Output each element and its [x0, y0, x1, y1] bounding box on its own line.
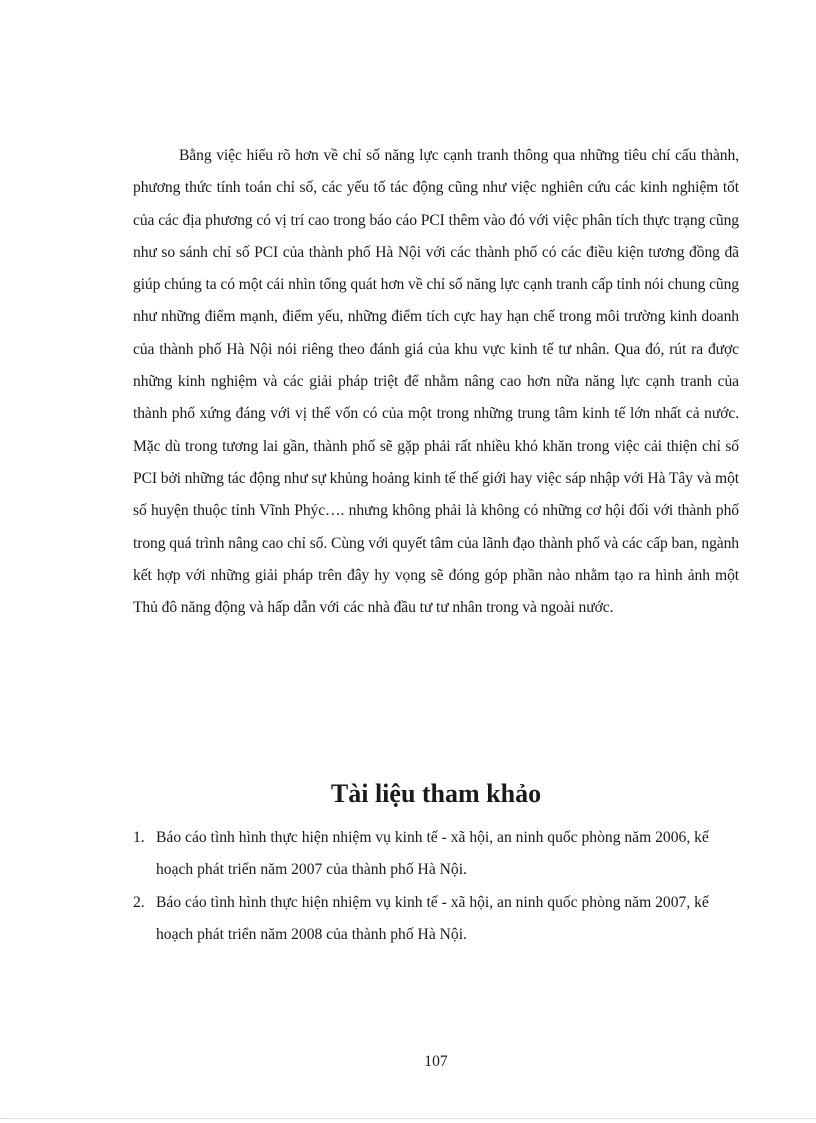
- page-bottom-divider: [0, 1118, 816, 1119]
- conclusion-paragraph: Bằng việc hiểu rõ hơn về chỉ số năng lực cạnh tranh thông qua những tiêu chí cấu thành, phương thức tính toán chỉ số, các yếu tố tác động cũng như việc nghiên cứu các kinh nghiệm tốt của các địa phương có vị trí cao trong báo cáo PCI thêm vào đó với việc phân tích thực trạng cũng như so sánh chỉ số PCI của thành phố Hà Nội với các thành phố có các điều kiện tương đồng đã giúp chúng ta có một cái nhìn tổng quát hơn về chỉ số năng lực cạnh tranh cấp tỉnh nói chung cũng như những điểm mạnh, điểm yếu, những điểm tích cực hay hạn chế trong môi trường kinh doanh của thành phố Hà Nội nói riêng theo đánh giá của khu vực kinh tế tư nhân. Qua đó, rút ra được những kinh nghiệm và các giải pháp triệt để nhằm nâng cao hơn nữa năng lực cạnh tranh của thành phố xứng đáng với vị thế vốn có của một trong những trung tâm kinh tế lớn nhất cả nước. Mặc dù trong tương lai gần, thành phố sẽ gặp phải rất nhiều khó khăn trong việc cải thiện chỉ số PCI bởi những tác động như sự khủng hoảng kinh tế thế giới hay việc sáp nhập với Hà Tây và một số huyện thuộc tỉnh Vĩnh Phýc…. nhưng không phải là không có những cơ hội đối với thành phố trong quá trình nâng cao chỉ số. Cùng với quyết tâm của lãnh đạo thành phố và các cấp ban, ngành kết hợp với những giải pháp trên đây hy vọng sẽ đóng góp phần nào nhằm tạo ra hình ảnh một Thủ đô năng động và hấp dẫn với các nhà đầu tư tư nhân trong và ngoài nước.: [133, 147, 739, 617]
- reference-text: Báo cáo tình hình thực hiện nhiệm vụ kinh tế - xã hội, an ninh quốc phòng năm 2006, kế hoạch phát triển năm 2007 của thành phố Hà Nội.: [156, 829, 709, 879]
- page-number: 107: [424, 1053, 448, 1070]
- reference-number: 2.: [133, 893, 145, 911]
- references-heading: Tài liệu tham khảo: [330, 779, 542, 808]
- reference-item: [133, 887, 739, 952]
- reference-number: 1.: [133, 829, 145, 846]
- reference-text: Báo cáo tình hình thực hiện nhiệm vụ kinh tế - xã hội, an ninh quốc phòng năm 2007, kế hoạch phát triển năm 2008 của thành phố Hà Nội.: [156, 893, 709, 943]
- reference-item: [133, 822, 739, 887]
- references-list: [133, 822, 739, 951]
